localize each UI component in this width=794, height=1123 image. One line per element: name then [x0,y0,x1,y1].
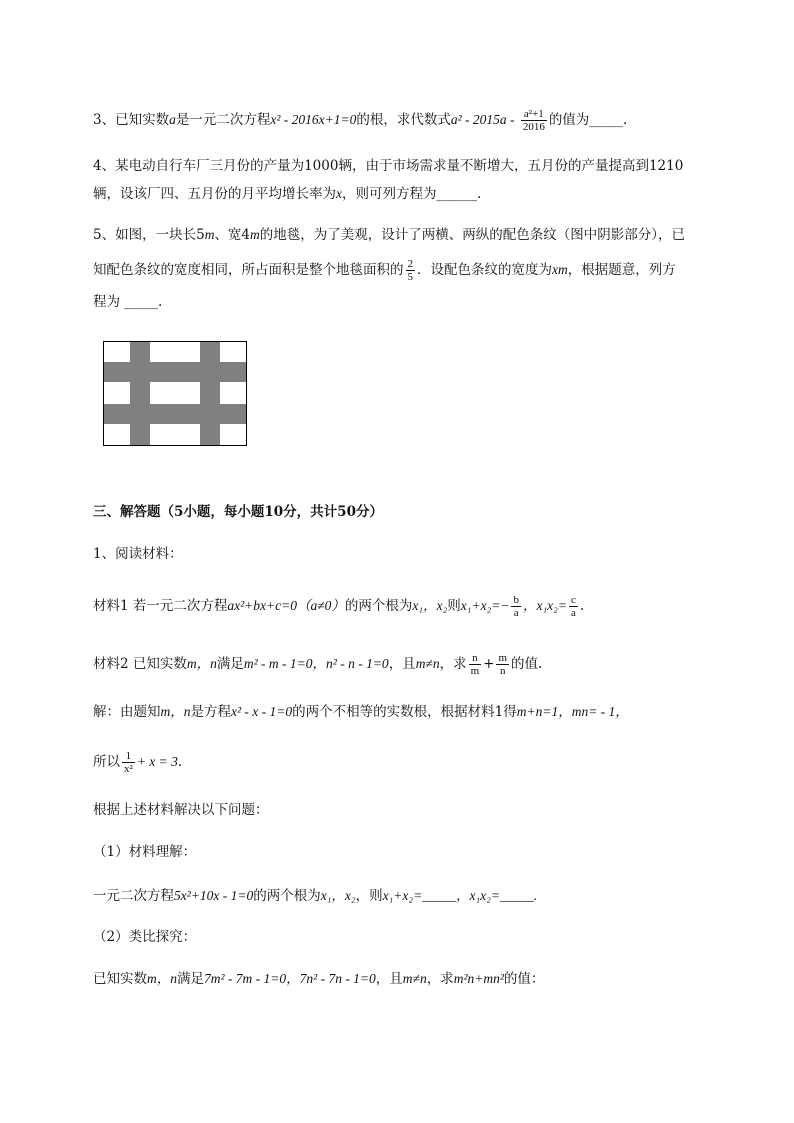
material-2: 材料2 已知实数m，n满足m² - m - 1=0，n² - n - 1=0，且m≠n，求 $\frac{n}{m}$ + $\frac{m}{n}$ 的值. [93,652,543,677]
problem-prompt: 根据上述材料解决以下问题： [93,802,269,818]
fraction: $\frac{n}{m}$ [470,652,480,677]
question-3: 3、已知实数a是一元二次方程x² - 2016x+1=0的根，求代数式a² - 2015a - $\frac{\text{a²+1}}{2016}$ 的值为_____. [93,108,628,133]
part-2-question: 已知实数m，n满足7m² - 7m - 1=0，7n² - 7n - 1=0，且m≠n，求m²n+mn²的值： [93,971,545,987]
fraction: $\frac{1}{\text{x²}}$ [124,750,133,775]
solution-conclusion: 所以 $\frac{1}{\text{x²}}$ + x = 3. [93,750,183,775]
question-5-line3: 程为 _____. [93,294,163,310]
fraction: $\frac{c}{a}$ [570,594,576,619]
fraction: $\frac{b}{a}$ [513,594,519,619]
fraction: $\frac{2}{5}$ [407,258,413,283]
question-5-line2: 知配色条纹的宽度相同，所占面积是整个地毯面积的 $\frac{2}{5}$ ．设配色条纹的宽度为xm，根据题意，列方 [93,258,676,283]
part-2-title: （2）类比探究： [93,929,197,945]
horizontal-stripe-2 [104,404,247,424]
vertical-stripe-1 [130,342,150,446]
material-1: 材料1 若一元二次方程ax²+bx+c=0（a≠0）的两个根为x₁，x₂则x₁+x₂=− $\frac{b}{a}$ ，x₁x₂= $\frac{c}{a}$ . [93,594,585,619]
carpet-background [104,342,247,446]
part-1-title: （1）材料理解： [93,844,197,860]
section-heading: 三、解答题（5小题，每小题10分，共计50分） [93,504,383,520]
carpet-figure [103,341,248,446]
problem-1-title: 1、阅读材料： [93,546,183,562]
question-4-line1: 4、某电动自行车厂三月份的产量为1000辆，由于市场需求量不断增大，五月份的产量提高到1210 [93,158,684,174]
horizontal-stripe-1 [104,362,247,382]
question-5-line1: 5、如图，一块长5m、宽4m的地毯，为了美观，设计了两横、两纵的配色条纹（图中阴影部分），已 [93,227,686,243]
question-4-line2: 辆，设该厂四、五月份的月平均增长率为x，则可列方程为______. [93,186,482,202]
solution-line: 解：由题知m，n是方程x² - x - 1=0的两个不相等的实数根，根据材料1得m+n=1，mn= - 1， [93,704,629,720]
fraction: $\frac{\text{a²+1}}{2016}$ [522,108,545,133]
part-1-question: 一元二次方程5x²+10x - 1=0的两个根为x₁，x₂，则x₁+x₂=_____，x₁x₂=_____. [93,888,538,904]
vertical-stripe-2 [200,342,220,446]
fraction: $\frac{m}{n}$ [498,652,508,677]
